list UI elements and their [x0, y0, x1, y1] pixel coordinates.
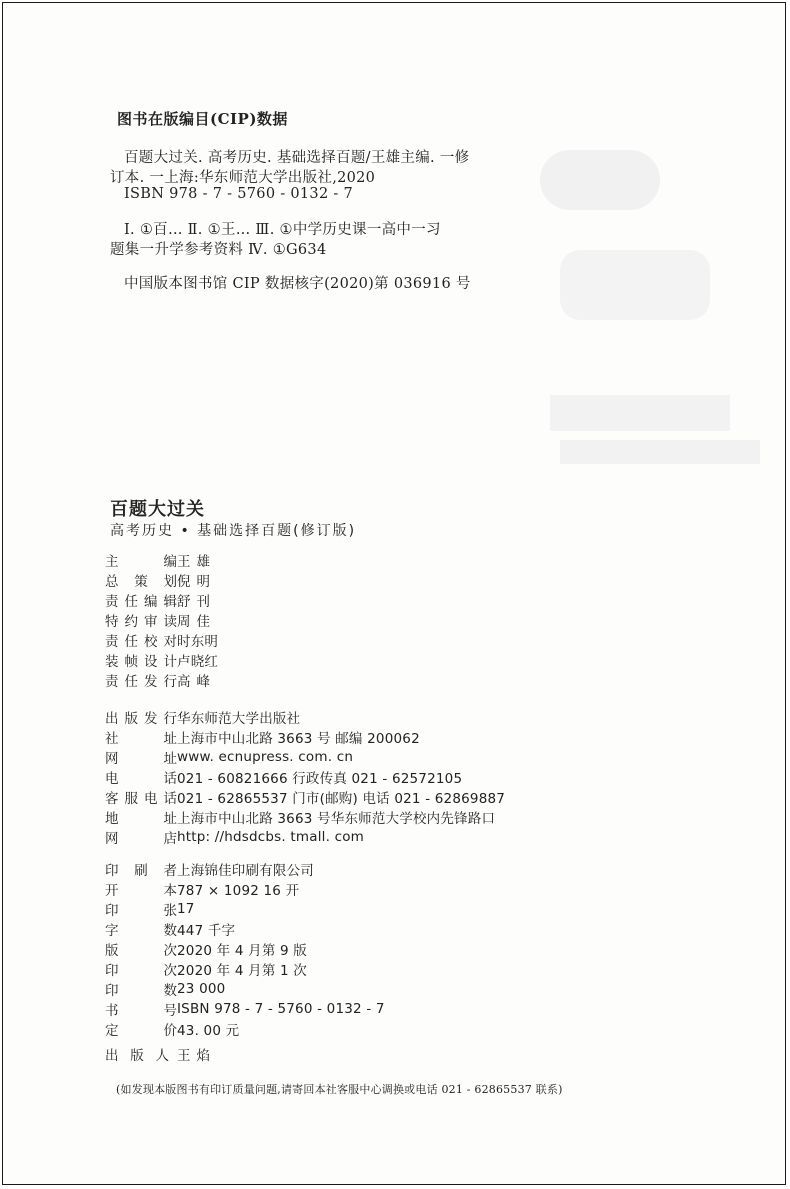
cip-isbn: ISBN 978 - 7 - 5760 - 0132 - 7 — [124, 186, 354, 202]
credit-label: 总策划 — [105, 574, 177, 590]
credit-row — [105, 570, 216, 590]
credit-row — [105, 630, 218, 650]
publisher-label: 电话 — [105, 771, 177, 787]
credit-row — [105, 650, 218, 670]
cip-heading: 图书在版编目(CIP)数据 — [117, 110, 288, 128]
publisher-row — [105, 807, 495, 827]
printing-row — [105, 939, 307, 959]
cip-line-1: 百题大过关. 高考历史. 基础选择百题/王雄主编. 一修 — [124, 150, 470, 166]
credit-value: 时东明 — [177, 634, 219, 650]
printing-row — [105, 979, 225, 999]
credit-value: 倪明 — [177, 574, 216, 590]
publisher-row — [105, 727, 420, 747]
credit-value: 王雄 — [177, 554, 216, 570]
publisher-value: 021 - 62865537 门市(邮购) 电话 021 - 62869887 — [177, 791, 506, 807]
printing-row — [105, 1019, 239, 1039]
credit-label: 主编 — [105, 554, 177, 570]
printing-value: 2020 年 4 月第 9 版 — [177, 943, 307, 959]
publisher-online-store[interactable]: http: //hdsdcbs. tmall. com — [177, 829, 365, 845]
publisher-label: 社址 — [105, 731, 177, 747]
publisher-person-value: 王焰 — [177, 1048, 216, 1064]
publisher-label: 地址 — [105, 811, 177, 827]
printing-label: 印次 — [105, 963, 177, 979]
publisher-label: 客服电话 — [105, 791, 177, 807]
printing-label: 字数 — [105, 923, 177, 939]
printing-row — [105, 879, 299, 899]
cip-line-2: 订本. 一上海:华东师范大学出版社,2020 — [110, 170, 376, 186]
printing-label: 定价 — [105, 1023, 177, 1039]
book-title: 百题大过关 — [110, 499, 205, 520]
printing-label: 开本 — [105, 883, 177, 899]
credit-row — [105, 610, 216, 630]
credit-row — [105, 670, 216, 690]
printing-label: 印数 — [105, 983, 177, 999]
printing-isbn: ISBN 978 - 7 - 5760 - 0132 - 7 — [177, 1001, 385, 1017]
credit-value: 卢晓红 — [177, 654, 219, 670]
credit-row — [105, 550, 216, 570]
credit-label: 责任发行 — [105, 674, 177, 690]
printing-row — [105, 859, 314, 879]
publisher-row — [105, 827, 364, 847]
printing-row — [105, 919, 235, 939]
publisher-person-row — [105, 1044, 216, 1064]
credit-label: 责任校对 — [105, 634, 177, 650]
printing-value: 上海锦佳印刷有限公司 — [177, 863, 314, 879]
printing-label: 版次 — [105, 943, 177, 959]
credit-value: 周佳 — [177, 614, 216, 630]
printing-label: 印张 — [105, 903, 177, 919]
book-subtitle: 高考历史 • 基础选择百题(修订版) — [110, 523, 357, 539]
printing-value: 17 — [177, 901, 195, 917]
printing-label: 印刷者 — [105, 863, 177, 879]
printing-value: 2020 年 4 月第 1 次 — [177, 963, 307, 979]
quality-footnote: (如发现本版图书有印订质量问题,请寄回本社客服中心调换或电话 021 - 62865537 联系) — [116, 1083, 563, 1096]
publisher-value: 上海市中山北路 3663 号华东师范大学校内先锋路口 — [177, 811, 496, 827]
publisher-value: 华东师范大学出版社 — [177, 711, 301, 727]
publisher-row — [105, 707, 300, 727]
printing-row — [105, 999, 385, 1019]
cip-line-5: 题集一升学参考资料 Ⅳ. ①G634 — [110, 242, 327, 258]
printing-label: 书号 — [105, 1003, 177, 1019]
printing-row — [105, 899, 195, 919]
cip-record-number: 中国版本图书馆 CIP 数据核字(2020)第 036916 号 — [124, 276, 471, 292]
credit-label: 装帧设计 — [105, 654, 177, 670]
publisher-value: 上海市中山北路 3663 号 邮编 200062 — [177, 731, 420, 747]
credit-row — [105, 590, 216, 610]
publisher-row — [105, 767, 462, 787]
publisher-label: 出版发行 — [105, 711, 177, 727]
printing-row — [105, 959, 307, 979]
publisher-person-label: 出版人 — [105, 1048, 169, 1064]
cip-line-4: Ⅰ. ①百… Ⅱ. ①王… Ⅲ. ①中学历史课一高中一习 — [124, 222, 441, 238]
publisher-label: 网址 — [105, 751, 177, 767]
credit-value: 高峰 — [177, 674, 216, 690]
credit-label: 责任编辑 — [105, 594, 177, 610]
publisher-website[interactable]: www. ecnupress. com. cn — [177, 749, 354, 765]
publisher-value: 021 - 60821666 行政传真 021 - 62572105 — [177, 771, 463, 787]
publisher-label: 网店 — [105, 831, 177, 847]
printing-value: 23 000 — [177, 981, 226, 997]
credit-label: 特约审读 — [105, 614, 177, 630]
printing-value: 447 千字 — [177, 923, 236, 939]
printing-price: 43. 00 元 — [177, 1023, 240, 1039]
credit-value: 舒刊 — [177, 594, 216, 610]
publisher-row — [105, 787, 505, 807]
printing-value: 787 × 1092 16 开 — [177, 883, 300, 899]
publisher-row — [105, 747, 353, 767]
